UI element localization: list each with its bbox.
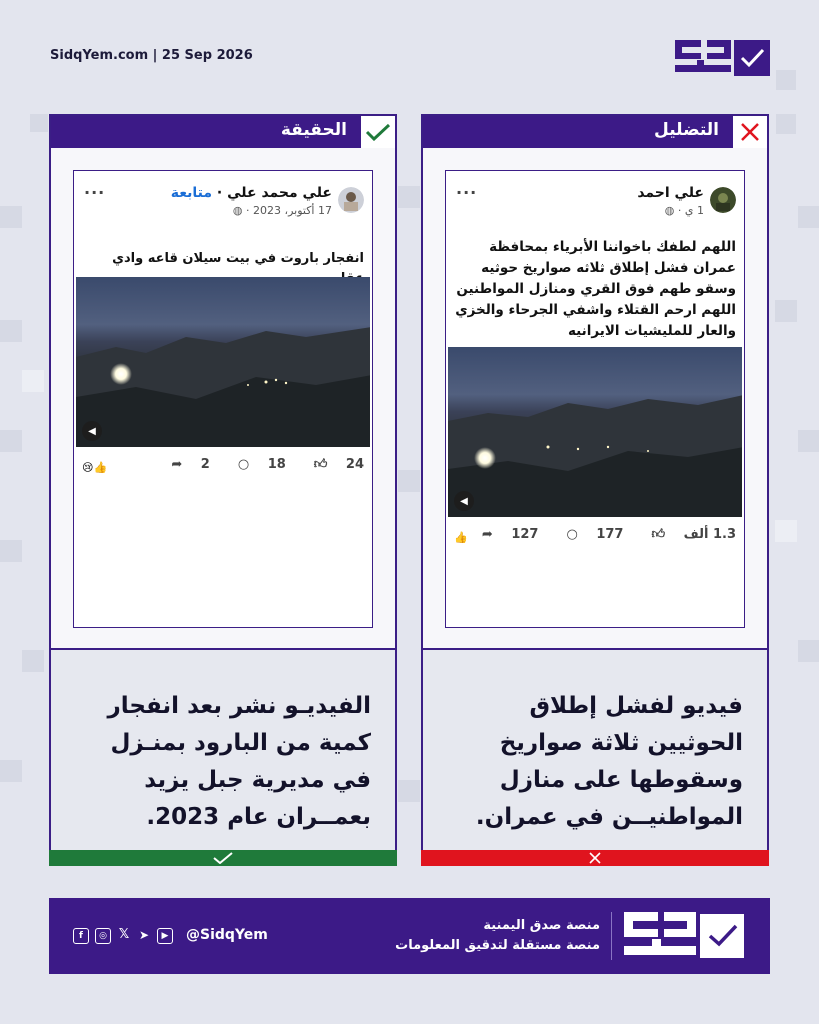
site-date-label: SidqYem.com | 25 Sep 2026 xyxy=(50,48,253,63)
explosion-glow xyxy=(474,447,496,469)
fact-footer-bar xyxy=(49,850,397,866)
comment-icon[interactable]: ○ xyxy=(566,527,578,542)
comment-icon[interactable]: ○ xyxy=(237,457,250,472)
shares-count xyxy=(468,527,539,542)
post-text: اللهم لطفك باخواننا الأبرياء بمحافظة عمران فشل إطلاق ثلاثه صواريخ حوثيه وسقو طهم فوق القري ومنازل المواطنين اللهم ارحم القتلاء واشفي الجرحاء والخزي والعار للمليشيات الايرانيه xyxy=(455,239,736,339)
social-icons xyxy=(73,928,173,944)
like-icon[interactable]: 👍︎ xyxy=(313,457,328,472)
author-name[interactable]: علي احمد xyxy=(637,185,704,201)
facebook-icon[interactable]: f xyxy=(73,928,89,944)
share-icon[interactable]: ➦ xyxy=(171,457,183,472)
comments-value: 18 xyxy=(267,457,286,472)
fact-header xyxy=(51,116,395,148)
post-author[interactable] xyxy=(637,185,704,201)
sidqyem-logo xyxy=(624,912,744,960)
more-options-icon[interactable]: ··· xyxy=(84,183,106,202)
check-icon xyxy=(361,116,395,148)
fact-screenshot xyxy=(51,148,395,648)
shares-value: 127 xyxy=(511,527,539,542)
share-icon[interactable]: ➦ xyxy=(481,527,493,542)
post-text: انفجار باروت في بيت سيلان قاعه وادي xyxy=(112,251,364,266)
x-icon[interactable]: 𝕏 xyxy=(118,927,130,942)
social-handle[interactable]: @SidqYem xyxy=(186,927,268,943)
like-icon[interactable]: 👍︎ xyxy=(651,527,666,542)
decor-pixel xyxy=(798,206,819,228)
globe-icon: ◍ xyxy=(232,204,243,217)
post-stats xyxy=(454,527,736,542)
decor-pixel xyxy=(775,300,797,322)
speaker-icon[interactable]: ◀ xyxy=(82,421,102,441)
youtube-icon[interactable]: ▶ xyxy=(157,928,173,944)
decor-pixel xyxy=(776,114,796,134)
explosion-glow xyxy=(110,363,132,385)
likes-value: 1.3 ألف xyxy=(683,527,736,542)
telegram-icon[interactable]: ➤ xyxy=(138,928,150,942)
decor-pixel xyxy=(798,430,819,452)
decor-pixel xyxy=(776,70,796,90)
decor-pixel xyxy=(22,650,44,672)
misleading-caption-text: فيديو لفشل إطلاق الحوثيين ثلاثة صواريخ وسقوطها على منازل المواطنيــن في عمران. xyxy=(475,693,743,830)
likes-count xyxy=(637,527,736,542)
reactions-icon[interactable]: 😢👍 xyxy=(82,461,108,474)
decor-pixel xyxy=(398,186,420,208)
speaker-icon[interactable]: ◀ xyxy=(454,491,474,511)
follow-link[interactable]: متابعة xyxy=(170,185,213,201)
post-author[interactable]: علي محمد علي · متابعة xyxy=(170,185,332,201)
facebook-post xyxy=(73,170,373,628)
x-icon xyxy=(733,116,767,148)
org-tagline: منصة مستقلة لتدقيق المعلومات xyxy=(395,938,600,953)
facebook-post xyxy=(445,170,745,628)
check-icon xyxy=(212,852,234,864)
fact-label: الحقيقة xyxy=(280,120,347,140)
misleading-caption xyxy=(423,648,767,854)
org-name: منصة صدق اليمنية xyxy=(483,918,600,933)
avatar xyxy=(338,187,364,213)
misleading-footer-bar xyxy=(421,850,769,866)
post-date-text: 17 أكتوبر، 2023 · xyxy=(246,204,332,217)
decor-pixel xyxy=(30,114,48,132)
shares-value: 2 xyxy=(200,457,210,472)
comments-count xyxy=(224,457,286,472)
decor-pixel xyxy=(0,430,22,452)
globe-icon: ◍ xyxy=(664,204,675,217)
instagram-icon[interactable]: ◎ xyxy=(95,928,111,944)
fact-panel xyxy=(49,114,397,866)
misleading-screenshot xyxy=(423,148,767,648)
decor-pixel xyxy=(398,780,420,802)
footer-divider xyxy=(611,912,612,960)
decor-pixel xyxy=(798,640,819,662)
misleading-panel xyxy=(421,114,769,866)
fact-caption-text: الفيديـو نشر بعد انفجار كمية من البارود بمنـزل في مديرية جبل يزيد بعمــران عام 2023. xyxy=(107,693,371,830)
decor-pixel xyxy=(775,520,797,542)
post-date xyxy=(665,204,704,217)
post-stats xyxy=(82,457,364,472)
decor-pixel xyxy=(0,540,22,562)
x-icon xyxy=(588,852,602,864)
footer-bar xyxy=(49,898,770,974)
comments-count xyxy=(552,527,623,542)
post-date xyxy=(233,204,332,217)
misleading-header xyxy=(423,116,767,148)
author-name[interactable]: علي محمد علي xyxy=(227,185,332,201)
likes-count xyxy=(300,457,364,472)
shares-count xyxy=(157,457,209,472)
comments-value: 177 xyxy=(596,527,624,542)
more-options-icon[interactable]: ··· xyxy=(456,183,478,202)
post-video[interactable] xyxy=(76,277,370,447)
post-date-text: 1 ي · xyxy=(677,204,704,217)
video-landscape xyxy=(448,377,742,517)
misleading-label: التضليل xyxy=(654,120,719,140)
decor-pixel xyxy=(0,760,22,782)
fact-caption xyxy=(51,648,395,854)
likes-value: 24 xyxy=(345,457,364,472)
decor-pixel xyxy=(0,320,22,342)
avatar xyxy=(710,187,736,213)
decor-pixel xyxy=(22,370,44,392)
decor-pixel xyxy=(0,206,22,228)
post-video[interactable] xyxy=(448,347,742,517)
sidqyem-logo xyxy=(675,40,770,76)
decor-pixel xyxy=(398,470,420,492)
reactions-icon[interactable]: 👍 xyxy=(454,531,468,544)
